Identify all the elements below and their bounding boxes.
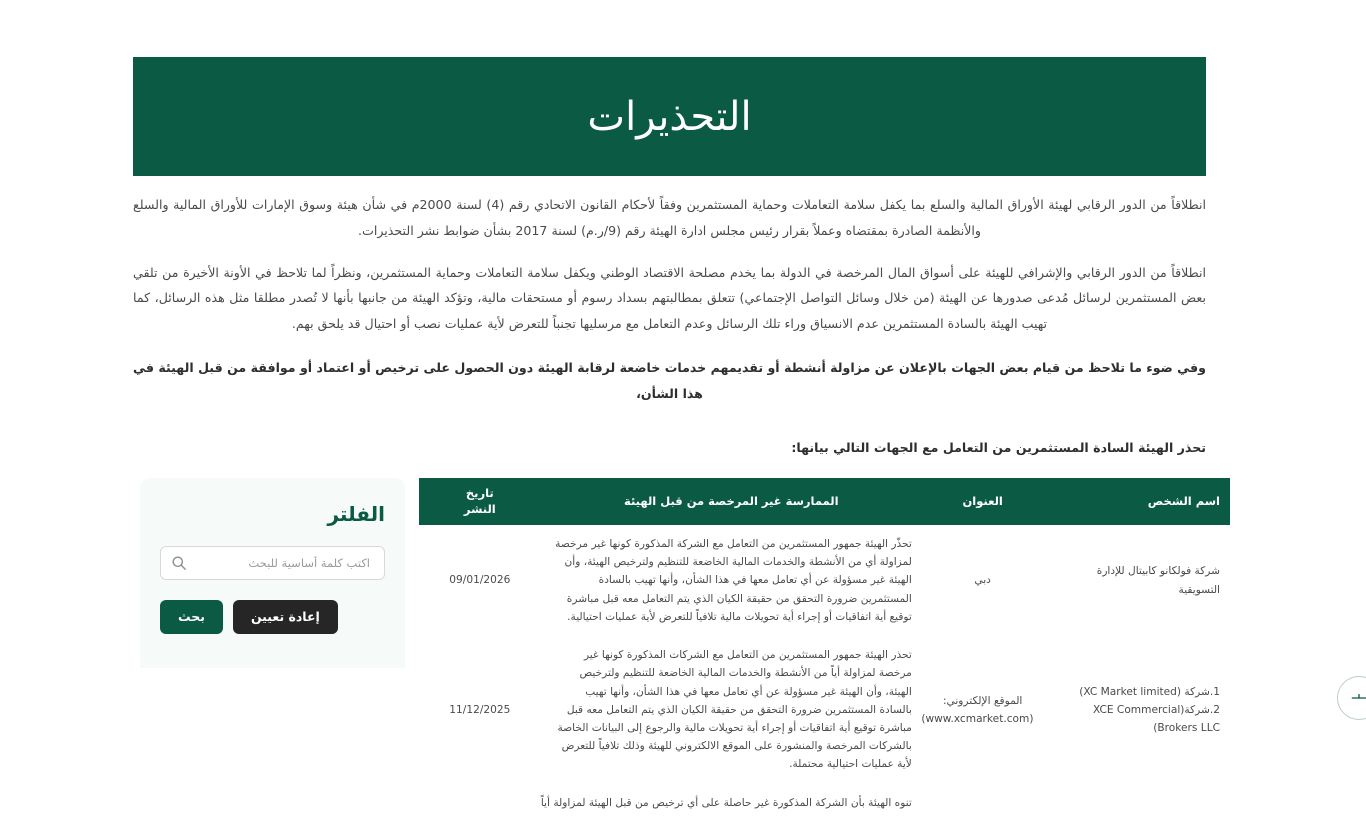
cell-publish-date: 11/12/2025 bbox=[419, 636, 541, 784]
page-title: التحذيرات bbox=[587, 93, 752, 140]
cell-address bbox=[922, 525, 1044, 636]
column-header-practice[interactable]: الممارسة غير المرخصة من قبل الهيئة bbox=[541, 478, 922, 525]
cell-person-name bbox=[1043, 784, 1230, 822]
filter-actions bbox=[160, 600, 385, 634]
table-body bbox=[419, 525, 1230, 822]
search-field-wrapper bbox=[160, 546, 385, 580]
company-name: 2.شركة(XCE Commercial Brokers LLC) bbox=[1092, 703, 1220, 734]
address-url: (www.xcmarket.com) bbox=[921, 712, 1034, 725]
cell-publish-date: 09/01/2026 bbox=[419, 525, 541, 636]
table-header bbox=[419, 478, 1230, 525]
intro-paragraph-3: وفي ضوء ما تلاحظ من قيام بعض الجهات بالإعلان عن مزاولة أنشطة أو تقديمهم خدمات خاضعة لرقابة الهيئة دون الحصول على ترخيص أو اعتماد أو موافقة من قبل الهيئة في هذا الشأن، bbox=[133, 360, 1206, 401]
publish-date-line-1: تاريخ bbox=[465, 486, 494, 500]
search-button[interactable]: بحث bbox=[160, 600, 223, 634]
company-name: شركة فولكانو كابيتال للإدارة التسويقية bbox=[1096, 565, 1220, 596]
table-row[interactable] bbox=[419, 636, 1230, 784]
cell-address bbox=[922, 784, 1044, 822]
cell-person-name bbox=[1043, 525, 1230, 636]
page-hero-banner bbox=[133, 57, 1206, 176]
help-circle-icon[interactable] bbox=[1337, 676, 1366, 720]
warnings-table bbox=[419, 478, 1230, 822]
cell-practice: تحذّر الهيئة جمهور المستثمرين من التعامل مع الشركة المذكورة كونها غير مرخصة لمزاولة أي من الأنشطة والخدمات المالية الخاضعة للتنظيم ولترخيص الهيئة، وأن الهيئة غير مسؤولة عن أي تعامل معها في هذا الشأن، وأنها تهيب بالسادة المستثمرين ضرورة التحقق من حقيقة الكيان الذي يتم التعامل معه قبل مباشرة توقيع أية اتفاقيات أو إجراء أية تحويلات مالية تلافياً للتعرض لأية عمليات احتيالية. bbox=[541, 525, 922, 636]
table-header-row bbox=[419, 478, 1230, 525]
column-header-publish-date[interactable] bbox=[419, 478, 541, 525]
intro-paragraph-1: انطلاقاً من الدور الرقابي لهيئة الأوراق المالية والسلع بما يكفل سلامة التعاملات وحماية المستثمرين وفقاً لأحكام القانون الاتحادي رقم (4) لسنة 2000م في شأن هيئة وسوق الإمارات للأوراق المالية والسلع والأنظمة الصادرة بمقتضاه وعملاً بقرار رئيس مجلس ادارة الهيئة رقم (9/ر.م) لسنة 2017 بشأن ضوابط نشر التحذيرات. bbox=[133, 197, 1206, 238]
warnings-table-wrapper bbox=[419, 478, 1230, 809]
table-row[interactable] bbox=[419, 525, 1230, 636]
table-row[interactable] bbox=[419, 784, 1230, 822]
warnings-section bbox=[140, 478, 1230, 809]
address-label: دبي bbox=[974, 574, 991, 587]
column-header-person-name[interactable]: اسم الشخص bbox=[1043, 478, 1230, 525]
cell-person-name bbox=[1043, 636, 1230, 784]
address-label: الموقع الإلكتروني: bbox=[942, 694, 1023, 707]
cell-publish-date bbox=[419, 784, 541, 822]
intro-content bbox=[133, 192, 1206, 461]
cell-practice: تنوه الهيئة بأن الشركة المذكورة غير حاصلة على أي ترخيص من قبل الهيئة لمزاولة أياً bbox=[541, 784, 922, 822]
column-header-address[interactable]: العنوان bbox=[922, 478, 1044, 525]
reset-button[interactable]: إعادة تعيين bbox=[233, 600, 338, 634]
filter-panel bbox=[140, 478, 405, 668]
cell-address bbox=[922, 636, 1044, 784]
intro-lead-line: تحذر الهيئة السادة المستثمرين من التعامل مع الجهات التالي بيانها: bbox=[791, 439, 1206, 455]
search-input[interactable] bbox=[160, 546, 385, 580]
intro-paragraph-2: انطلاقاً من الدور الرقابي والإشرافي للهيئة على أسواق المال المرخصة في الدولة بما يخدم مصلحة الاقتصاد الوطني ويكفل سلامة التعاملات وحماية المستثمرين، ونظراً لما تلاحظ في الأونة الأخيرة من تلقي بعض المستثمرين لرسائل مُدعى صدورها عن الهيئة (من خلال وسائل التواصل الإجتماعي) تتعلق بمطالبتهم بسداد رسوم أو مستحقات مالية، وتؤكد الهيئة من جانبها بأنها لا تُصدر مطلقا مثل هذه الرسائل، كما تهيب الهيئة بالسادة المستثمرين عدم الانسياق وراء تلك الرسائل وعدم التعامل مع مرسليها تجنباً للتعرض لأية عمليات نصب أو احتيال قد يلحق بهم. bbox=[133, 264, 1206, 332]
publish-date-line-2: النشر bbox=[463, 501, 496, 516]
filter-panel-title: الفلتر bbox=[327, 502, 385, 526]
cell-practice: تحذر الهيئة جمهور المستثمرين من التعامل مع الشركات المذكورة كونها غير مرخصة لمزاولة أياً من الأنشطة والخدمات المالية الخاضعة للتنظيم ولترخيص الهيئة، وأن الهيئة غير مسؤولة عن أي تعامل معها في هذا الشأن، وأنها تهيب بالسادة المستثمرين ضرورة التحقق من حقيقة الكيان الذي يتم التعامل معه قبل مباشرة توقيع أية اتفاقيات أو إجراء أية تحويلات مالية والرجوع إلى البيانات الخاصة بالشركات المرخصة والمنشورة على الموقع الالكتروني للهيئة وذلك تلافياً للتعرض لأية عمليات احتيالية محتملة. bbox=[541, 636, 922, 784]
company-name: 1.شركة (XC Market limited) bbox=[1079, 685, 1220, 698]
